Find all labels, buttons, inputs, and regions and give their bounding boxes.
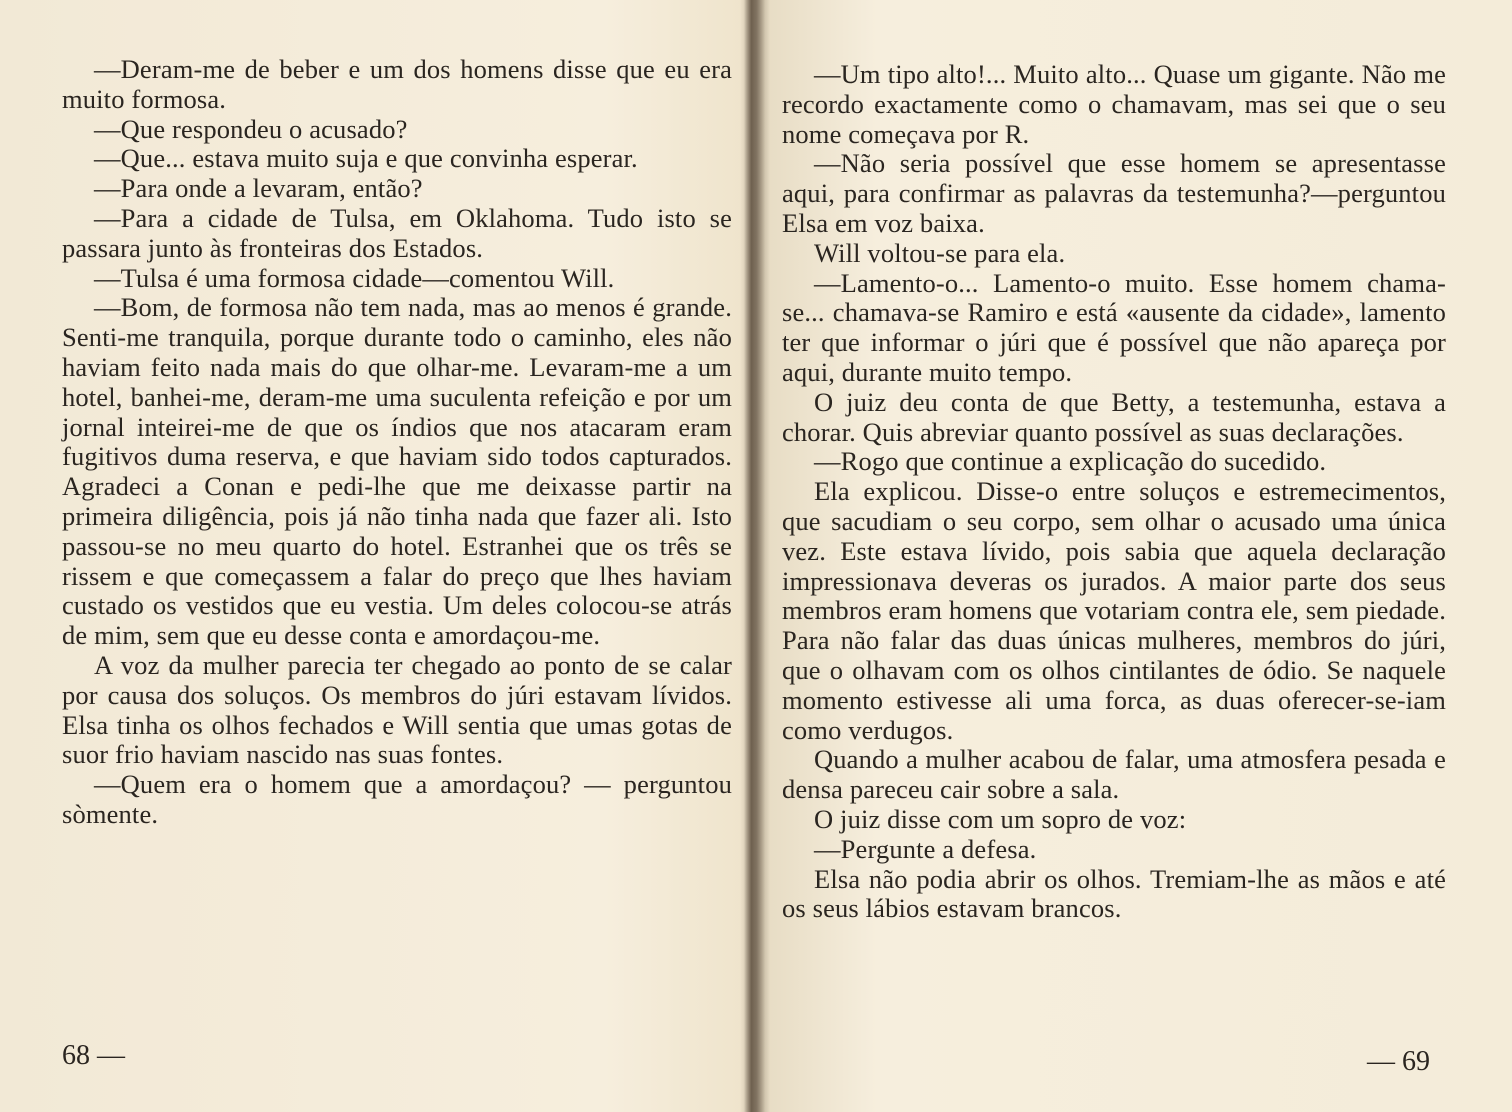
- book-gutter: [740, 0, 770, 1112]
- paragraph: —Tulsa é uma formosa cidade—comentou Will.: [94, 262, 615, 293]
- paragraph: Will voltou-se para ela.: [814, 237, 1066, 268]
- paragraph: —Não seria possível que esse homem se apresentasse aqui, para confirmar as palavras da testemunha?—perguntou Elsa em voz baixa.: [782, 148, 1446, 238]
- paragraph: —Quem era o homem que a amordaçou? — perguntou sòmente.: [62, 769, 732, 829]
- page-number-right: — 69: [1367, 1046, 1430, 1077]
- paragraph: —Um tipo alto!... Muito alto... Quase um gigante. Não me recordo exactamente como o chamavam, mas sei que o seu nome começava por R.: [782, 59, 1446, 149]
- paragraph: Quando a mulher acabou de falar, uma atmosfera pesada e densa pareceu cair sobre a sala.: [782, 744, 1446, 805]
- paragraph: —Pergunte a defesa.: [814, 833, 1037, 864]
- paragraph: Ela explicou. Disse-o entre soluços e estremecimentos, que sacudiam o seu corpo, sem olhar o acusado uma única vez. Este estava lívido, pois sabia que aquela declaração impressionava deveras os jurados. A maior parte dos seus membros eram homens que votariam contra ele, sem piedade. Para não falar das duas únicas mulheres, membros do júri, que o olhavam com os olhos cintilantes de ódio. Se naquele momento estivesse ali uma forca, as duas oferecer-se-iam como verdugos.: [782, 476, 1446, 745]
- paragraph: A voz da mulher parecia ter chegado ao ponto de se calar por causa dos soluços. Os membros do júri estavam lívidos. Elsa tinha os olhos fechados e Will sentia que umas gotas de suor frio haviam nascido nas suas fontes.: [62, 649, 732, 770]
- paragraph: —Rogo que continue a explicação do sucedido.: [814, 446, 1327, 477]
- paragraph: —Deram-me de beber e um dos homens disse que eu era muito formosa.: [62, 54, 732, 114]
- paragraph: —Que... estava muito suja e que convinha esperar.: [94, 143, 638, 174]
- paragraph: Elsa não podia abrir os olhos. Tremiam-lhe as mãos e até os seus lábios estavam brancos.: [782, 863, 1446, 924]
- paragraph: O juiz deu conta de que Betty, a testemunha, estava a chorar. Quis abreviar quanto possível as suas declarações.: [782, 386, 1446, 447]
- paragraph: —Lamento-o... Lamento-o muito. Esse homem chama-se... chamava-se Ramiro e está «ausente da cidade», lamento ter que informar o júri que é possível que não apareça por aqui, durante muito tempo.: [782, 267, 1446, 387]
- paragraph: —Para onde a levaram, então?: [94, 173, 423, 204]
- paragraph: —Que respondeu o acusado?: [94, 113, 408, 144]
- page-number-left: 68 —: [62, 1040, 125, 1071]
- paragraph: —Bom, de formosa não tem nada, mas ao menos é grande. Senti-me tranquila, porque durante todo o caminho, eles não haviam feito nada mais do que olhar-me. Levaram-me a um hotel, banhei-me, deram-me uma suculenta refeição e por um jornal inteirei-me de que os índios que nos atacaram eram fugitivos duma reserva, e que haviam sido todos capturados. Agradeci a Conan e pedi-lhe que me deixasse partir na primeira diligência, pois já não tinha nada que fazer ali. Isto passou-se no meu quarto do hotel. Estranhei que os três se rissem e que começassem a falar do preço que lhes haviam custado os vestidos que eu vestia. Um deles colocou-se atrás de mim, sem que eu desse conta e amordaçou-me.: [62, 292, 732, 651]
- right-page-text: [782, 60, 1446, 924]
- paragraph: —Para a cidade de Tulsa, em Oklahoma. Tudo isto se passara junto às fronteiras dos Estados.: [62, 202, 732, 263]
- paragraph: O juiz disse com um sopro de voz:: [814, 803, 1187, 834]
- left-page-text: [62, 55, 732, 830]
